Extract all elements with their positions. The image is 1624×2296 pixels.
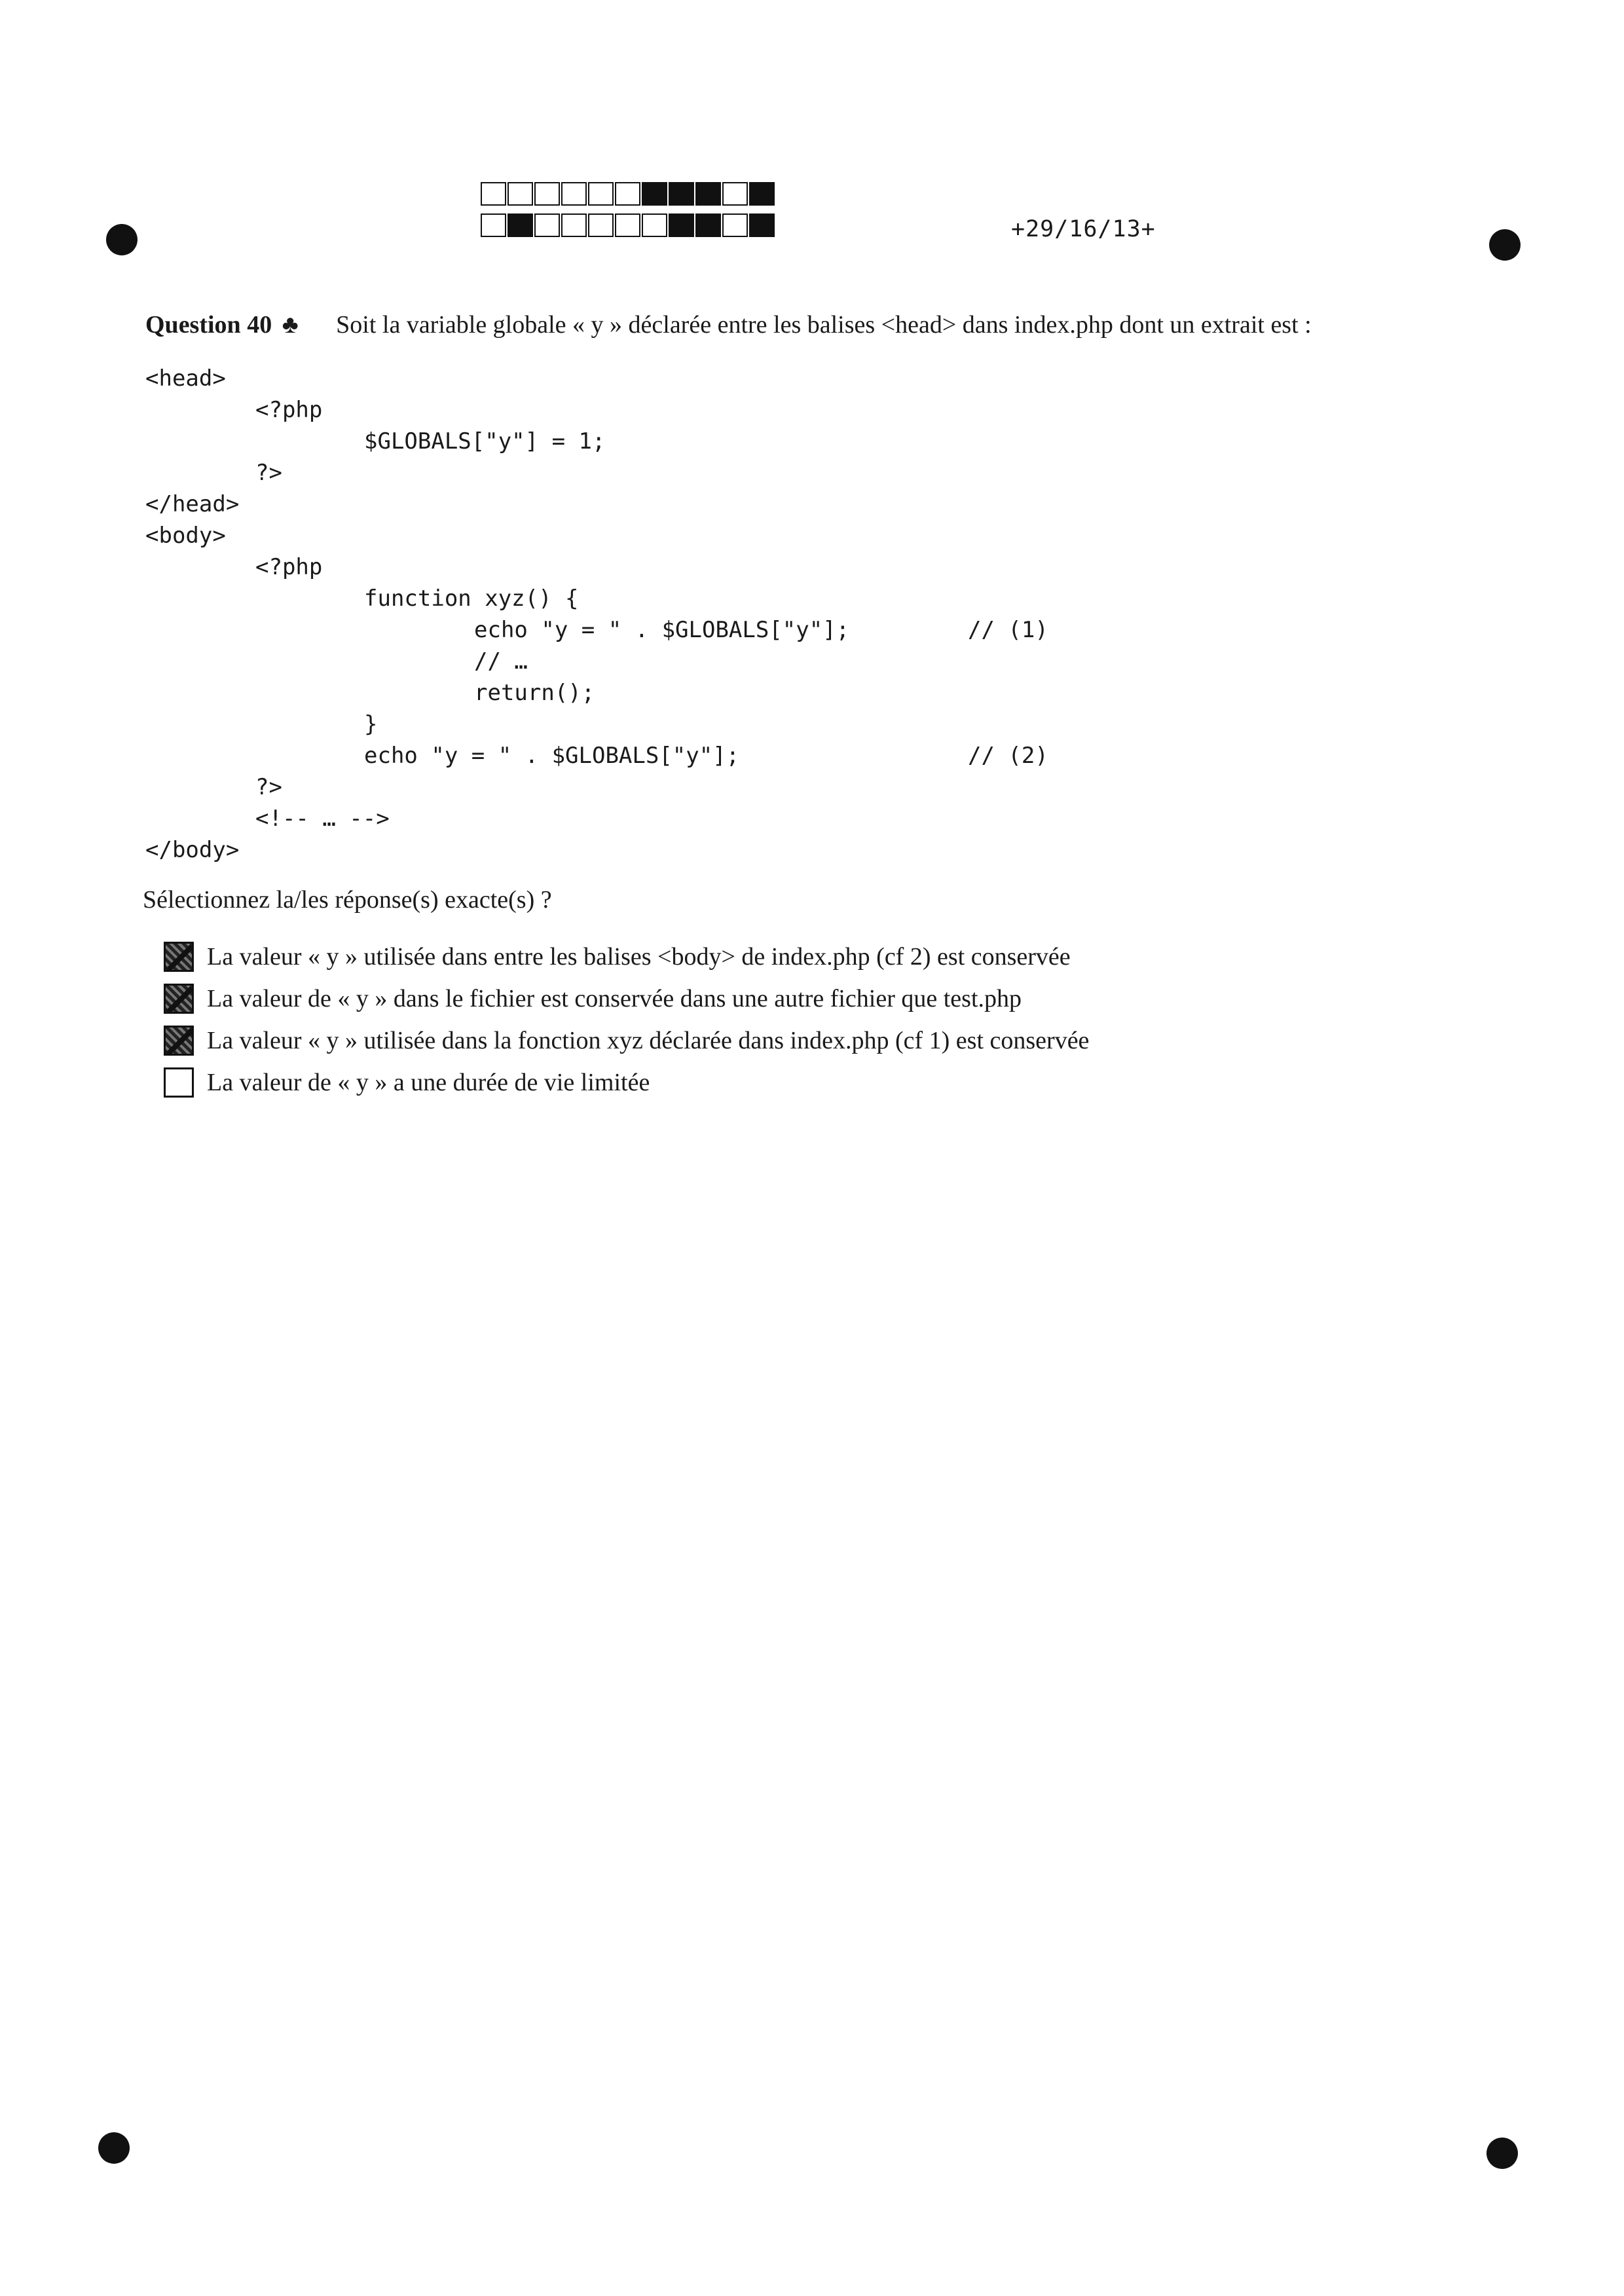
code-cell <box>507 213 533 237</box>
code-cell <box>561 213 587 237</box>
code-cell <box>507 182 533 206</box>
code-cell <box>481 182 506 206</box>
code-cell <box>749 182 775 206</box>
code-cell <box>615 182 640 206</box>
answer-option-1[interactable] <box>164 940 1071 973</box>
code-cell <box>669 213 694 237</box>
binary-code-row-2 <box>481 213 776 240</box>
answer-checkbox-4[interactable] <box>164 1067 194 1098</box>
registration-marker-bottom-left <box>98 2132 130 2164</box>
code-cell <box>722 213 748 237</box>
code-line: } <box>364 711 378 737</box>
code-line: echo "y = " . $GLOBALS["y"]; <box>474 617 850 643</box>
code-comment: // (1) <box>968 617 1048 643</box>
answer-text-4: La valeur de « y » a une durée de vie limitée <box>207 1069 650 1096</box>
answer-option-4[interactable] <box>164 1066 650 1099</box>
answer-text-1: La valeur « y » utilisée dans entre les balises <body> de index.php (cf 2) est conservée <box>207 943 1071 971</box>
code-cell <box>749 213 775 237</box>
binary-code-row-1 <box>481 182 776 208</box>
answer-checkbox-2[interactable] <box>164 984 194 1014</box>
code-line: <!-- … --> <box>255 805 390 832</box>
registration-marker-top-right <box>1489 229 1521 261</box>
instruction-text: Sélectionnez la/les réponse(s) exacte(s) ? <box>143 886 552 914</box>
code-cell <box>642 182 667 206</box>
code-cell <box>588 213 614 237</box>
answer-text-3: La valeur « y » utilisée dans la fonction xyz déclarée dans index.php (cf 1) est conservée <box>207 1027 1090 1054</box>
code-line: $GLOBALS["y"] = 1; <box>364 428 606 454</box>
answer-text-2: La valeur de « y » dans le fichier est conservée dans une autre fichier que test.php <box>207 985 1022 1012</box>
code-cell <box>669 182 694 206</box>
code-cell <box>615 213 640 237</box>
code-line: <?php <box>255 554 323 580</box>
code-cell <box>561 182 587 206</box>
code-cell <box>695 213 721 237</box>
code-cell <box>481 213 506 237</box>
code-line: <?php <box>255 397 323 423</box>
code-cell <box>588 182 614 206</box>
code-line: </head> <box>145 491 240 517</box>
code-cell <box>534 213 560 237</box>
answer-option-3[interactable] <box>164 1024 1089 1057</box>
code-comment: // (2) <box>968 743 1048 769</box>
code-cell <box>695 182 721 206</box>
code-cell <box>642 213 667 237</box>
question-label: Question 40 <box>145 311 272 339</box>
question-text: Soit la variable globale « y » déclarée entre les balises <head> dans index.php dont un extrait est : <box>336 311 1312 339</box>
answer-checkbox-3[interactable] <box>164 1026 194 1056</box>
answer-checkbox-1[interactable] <box>164 942 194 972</box>
code-line: function xyz() { <box>364 585 579 612</box>
code-line: ?> <box>255 460 282 486</box>
code-line: <head> <box>145 365 226 392</box>
code-line: // … <box>474 648 528 675</box>
registration-marker-bottom-right <box>1486 2138 1518 2169</box>
answer-option-2[interactable] <box>164 982 1022 1015</box>
code-line: </body> <box>145 837 240 863</box>
code-cell <box>722 182 748 206</box>
club-icon: ♣ <box>282 311 299 339</box>
registration-marker-top-left <box>106 224 138 255</box>
page-identifier: +29/16/13+ <box>1011 216 1156 242</box>
code-line: <body> <box>145 523 226 549</box>
code-line: echo "y = " . $GLOBALS["y"]; <box>364 743 740 769</box>
code-line: ?> <box>255 774 282 800</box>
question-header <box>145 310 1312 339</box>
code-line: return(); <box>474 680 595 706</box>
code-cell <box>534 182 560 206</box>
